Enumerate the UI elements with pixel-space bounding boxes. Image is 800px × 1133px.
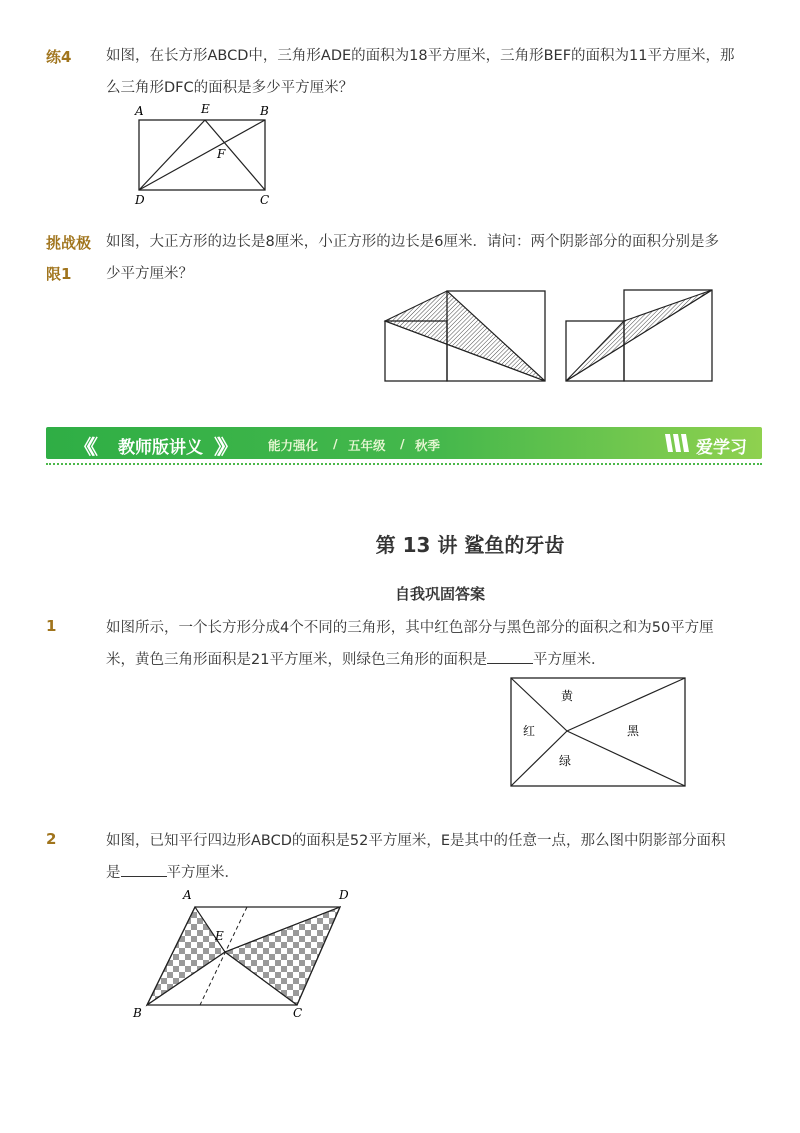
q2-point-a: A — [183, 888, 192, 902]
point-e: E — [201, 102, 210, 116]
shaded-triangle-left — [385, 291, 545, 381]
point-b: B — [260, 104, 269, 118]
q1-label-black: 黑 — [627, 724, 640, 738]
question-2-figure — [125, 882, 365, 1022]
q1-label-red: 红 — [523, 724, 536, 738]
banner-crumb-3: 秋季 — [415, 438, 441, 453]
q1-line-3 — [567, 678, 685, 731]
exercise-4-text-line2: 么三角形DFC的面积是多少平方厘米？ — [106, 80, 354, 96]
banner-dotted-rule — [46, 463, 762, 465]
question-1-text-line2 — [106, 644, 605, 676]
challenge-figure-right — [566, 290, 712, 381]
lecture-subtitle: 自我巩固答案 — [394, 585, 485, 603]
challenge-text-line1: 如图，大正方形的边长是8厘米，小正方形的边长是6厘米．请问：两个阴影部分的面积分别是多 — [106, 234, 719, 250]
segment-db — [139, 120, 265, 190]
shaded-triangle-abe — [147, 907, 225, 1005]
q1-label-green: 绿 — [559, 754, 572, 768]
challenge-figure-left — [385, 291, 545, 381]
question-1-number: 1 — [46, 617, 57, 635]
shaded-triangle-dec — [225, 907, 340, 1005]
q1-line-1 — [511, 678, 567, 731]
segment-ec — [205, 120, 265, 190]
question-1-figure — [505, 673, 691, 791]
brand-logo-icon — [663, 432, 693, 454]
question-1-text-line2-a: 米，黄色三角形面积是21平方厘米，则绿色三角形的面积是 — [106, 652, 487, 668]
question-2-number: 2 — [46, 830, 57, 848]
question-2-text-line2-a: 是 — [106, 865, 121, 881]
section-banner — [46, 427, 762, 459]
banner-right-chevrons: 》》 — [214, 435, 232, 459]
banner-separator-2: / — [400, 436, 405, 451]
point-f: F — [217, 147, 226, 161]
banner-crumb-2: 五年级 — [348, 438, 386, 453]
lecture-title: 第 13 讲 鲨鱼的牙齿 — [375, 533, 565, 557]
challenge-figure — [378, 284, 723, 388]
banner-separator-1: / — [333, 436, 338, 451]
banner-crumb-1: 能力强化 — [268, 438, 319, 453]
segment-de — [139, 120, 205, 190]
brand-name: 爱学习 — [696, 438, 747, 458]
question-2-text-line1: 如图，已知平行四边形ABCD的面积是52平方厘米，E是其中的任意一点，那么图中阴影部分面积 — [106, 833, 726, 849]
point-a: A — [135, 104, 144, 118]
banner-title: 教师版讲义 — [118, 438, 203, 458]
challenge-label-line2: 限1 — [46, 265, 72, 283]
q1-label-yellow: 黄 — [561, 689, 574, 703]
point-d: D — [135, 193, 145, 207]
diagonal-right — [566, 290, 712, 381]
banner-left-chevrons: 《《 — [74, 435, 92, 459]
q2-point-c: C — [293, 1006, 303, 1020]
exercise-4-label: 练4 — [46, 48, 72, 66]
exercise-4-text-line1: 如图，在长方形ABCD中，三角形ADE的面积为18平方厘米，三角形BEF的面积为11平方厘米，那 — [106, 48, 735, 64]
q2-point-e: E — [215, 929, 224, 943]
exercise-4-figure — [125, 100, 285, 210]
q2-point-b: B — [133, 1006, 142, 1020]
challenge-label-line1: 挑战极 — [46, 234, 92, 252]
question-2-answer-blank — [121, 862, 167, 877]
question-1-answer-blank — [487, 649, 533, 664]
q1-line-4 — [567, 731, 685, 786]
q2-point-d: D — [339, 888, 349, 902]
question-2-text-line2-b: 平方厘米． — [166, 865, 239, 881]
question-1-text-line1: 如图所示，一个长方形分成4个不同的三角形，其中红色部分与黑色部分的面积之和为50平方厘 — [106, 620, 714, 636]
challenge-text-line2: 少平方厘米？ — [106, 266, 193, 282]
point-c: C — [260, 193, 270, 207]
question-1-text-line2-b: 平方厘米． — [532, 652, 606, 668]
q1-rectangle — [511, 678, 685, 786]
